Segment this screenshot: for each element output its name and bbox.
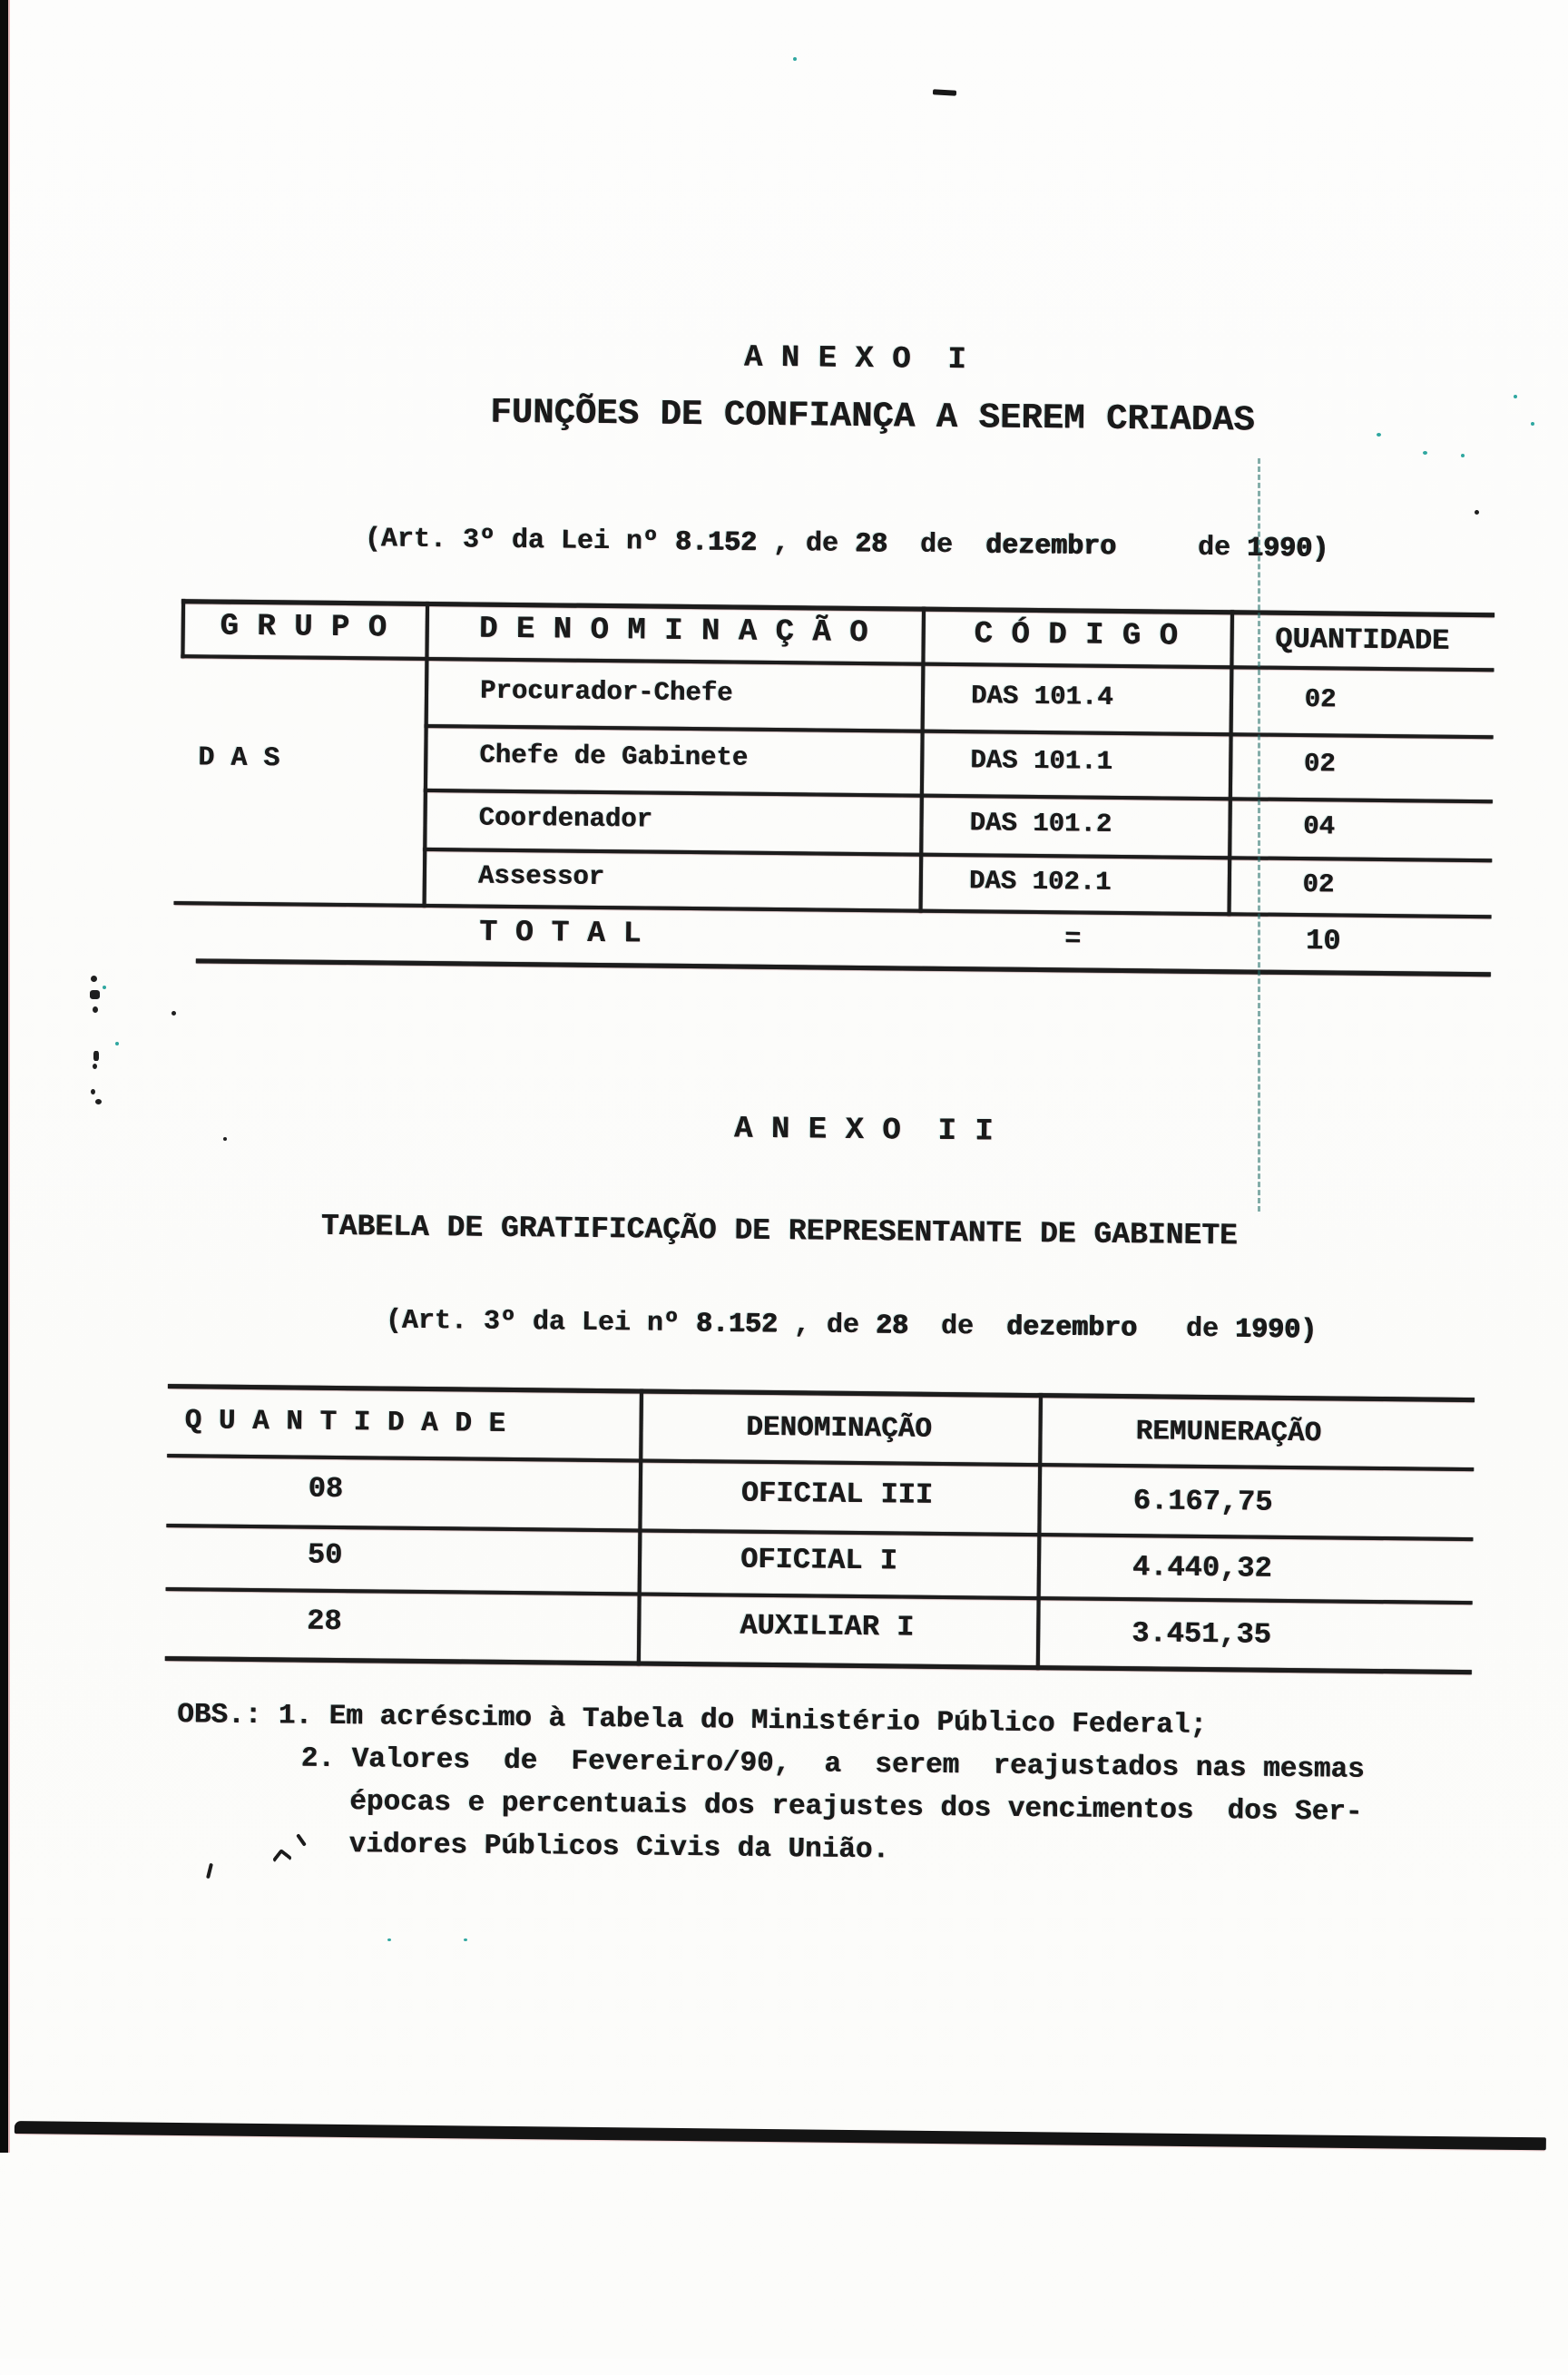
table1-total-sign: =	[1064, 924, 1082, 956]
margin-speck-cyan-2	[115, 1042, 119, 1045]
law2-sep1: , de	[777, 1309, 877, 1341]
table1-sep-grupo	[423, 602, 430, 908]
table2-header-denominacao: DENOMINAÇÃO	[746, 1411, 933, 1446]
margin-speck-6	[91, 1089, 95, 1094]
table1-header-codigo: C Ó D I G O	[974, 617, 1179, 654]
obs-line-3: épocas e percentuais dos reajustes dos vencimentos dos Ser-	[349, 1786, 1363, 1829]
table2-rule-top	[168, 1384, 1475, 1402]
table1-row4-quantidade: 02	[1302, 869, 1335, 900]
anexo2-title: A N E X O I I	[733, 1112, 994, 1150]
margin-speck-cyan-1	[103, 986, 106, 989]
speck-cyan-5	[1514, 395, 1517, 398]
table1-rule-header-bottom	[181, 654, 1494, 672]
table1-row4-codigo: DAS 102.1	[968, 866, 1112, 898]
law2-prefix: (Art. 3º da Lei nº	[385, 1305, 697, 1340]
table2-row1-remuneracao: 6.167,75	[1132, 1484, 1273, 1519]
margin-speck-5	[93, 1064, 97, 1069]
speck-cyan-6	[1531, 422, 1534, 426]
anexo2-law-line	[319, 1278, 1317, 1374]
obs-line-2: 2. Valores de Fevereiro/90, a serem reajustados nas mesmas	[300, 1742, 1365, 1786]
table2-header-quantidade: Q U A N T I D A D E	[184, 1405, 506, 1440]
table1-row3-quantidade: 04	[1302, 811, 1336, 842]
margin-speck-7	[95, 1099, 102, 1104]
law1-day: 28	[854, 528, 888, 560]
table1-total-label: T O T A L	[479, 915, 642, 951]
margin-speck-3	[93, 1006, 98, 1013]
table1-rule-row2	[424, 789, 1493, 803]
table2-row2-denominacao: OFICIAL I	[740, 1542, 898, 1578]
law2-month: dezembro	[1005, 1311, 1138, 1344]
speck-cyan-2	[1377, 433, 1381, 437]
table1-sep-codigo	[919, 607, 926, 913]
table1-row2-denominacao: Chefe de Gabinete	[479, 740, 749, 773]
table1-rule-row4	[174, 901, 1492, 918]
table2-rule-row2	[166, 1587, 1473, 1605]
speck-dark-1	[1475, 510, 1479, 515]
law1-sep2: de	[887, 528, 986, 561]
speck-cyan-4	[1461, 454, 1465, 457]
table2-row1-quantidade: 08	[308, 1471, 344, 1506]
law2-year: 1990)	[1234, 1313, 1318, 1346]
scan-edge-left-strip	[0, 0, 8, 2153]
table2-rule-bottom	[165, 1656, 1472, 1674]
anexo1-subtitle: FUNÇÕES DE CONFIANÇA A SEREM CRIADAS	[490, 392, 1255, 441]
margin-speck-4	[93, 1051, 99, 1061]
law2-sep3: de	[1136, 1312, 1236, 1345]
law1-sep1: , de	[756, 527, 856, 560]
table1-rule-row1	[425, 724, 1494, 739]
table2-row2-quantidade: 50	[307, 1537, 343, 1573]
speck-cyan-7	[387, 1938, 391, 1941]
table2-rule-row1	[166, 1524, 1473, 1541]
law2-number: 8.152	[695, 1308, 779, 1340]
table1-row1-quantidade: 02	[1304, 684, 1337, 715]
table1-row2-quantidade: 02	[1303, 749, 1336, 780]
anexo1-title: A N E X O I	[743, 340, 966, 378]
table2-row3-remuneracao: 3.451,35	[1132, 1616, 1272, 1652]
law1-sep3: de	[1115, 531, 1248, 564]
margin-speck-2	[90, 990, 100, 999]
table1-row2-codigo: DAS 101.1	[970, 745, 1113, 777]
law2-day: 28	[875, 1310, 909, 1342]
margin-speck-1	[91, 976, 97, 982]
law1-prefix: (Art. 3º da Lei nº	[364, 523, 676, 558]
law1-number: 8.152	[674, 526, 758, 559]
table1-rule-bottom	[196, 958, 1491, 976]
speck-cyan-3	[1423, 451, 1427, 455]
table1-rule-row3	[423, 848, 1492, 862]
table1-header-quantidade: QUANTIDADE	[1274, 622, 1450, 658]
table2-row3-denominacao: AUXILIAR I	[740, 1608, 915, 1644]
law2-sep2: de	[907, 1310, 1007, 1343]
table1-row1-denominacao: Procurador-Chefe	[479, 675, 733, 709]
table1-header-denominacao: D E N O M I N A Ç Ã O	[478, 612, 868, 652]
table2-header-remuneracao: REMUNERAÇÃO	[1135, 1416, 1322, 1450]
speck-cyan-8	[464, 1938, 467, 1941]
table1-grupo-value: D A S	[198, 742, 280, 775]
law1-month: dezembro	[985, 529, 1117, 563]
anexo1-law-line	[299, 496, 1328, 592]
obs-line-4: vidores Públicos Civis da União.	[348, 1829, 890, 1867]
table2-row3-quantidade: 28	[306, 1604, 342, 1639]
obs-line-1: OBS.: 1. Em acréscimo à Tabela do Ministério Público Federal;	[177, 1699, 1208, 1742]
anexo2-subtitle: TABELA DE GRATIFICAÇÃO DE REPRESENTANTE DE GABINETE	[320, 1209, 1238, 1253]
table1-total-value: 10	[1305, 924, 1341, 958]
table2-row2-remuneracao: 4.440,32	[1132, 1550, 1272, 1585]
table2-row1-denominacao: OFICIAL III	[740, 1476, 934, 1512]
speck-dark-2	[172, 1011, 176, 1016]
table2-rule-header-bottom	[167, 1454, 1474, 1471]
speck-cyan-1	[793, 57, 797, 61]
law1-year: 1990)	[1246, 532, 1329, 564]
table1-row4-denominacao: Assessor	[477, 860, 605, 893]
speck-top-dash	[933, 89, 956, 95]
speck-dot-mid	[223, 1137, 227, 1141]
table1-row1-codigo: DAS 101.4	[970, 681, 1113, 712]
paper-crease-line	[1258, 458, 1260, 1212]
table1-row3-codigo: DAS 101.2	[969, 808, 1112, 839]
table1-header-grupo: G R U P O	[220, 609, 387, 646]
table1-row3-denominacao: Coordenador	[478, 802, 653, 835]
